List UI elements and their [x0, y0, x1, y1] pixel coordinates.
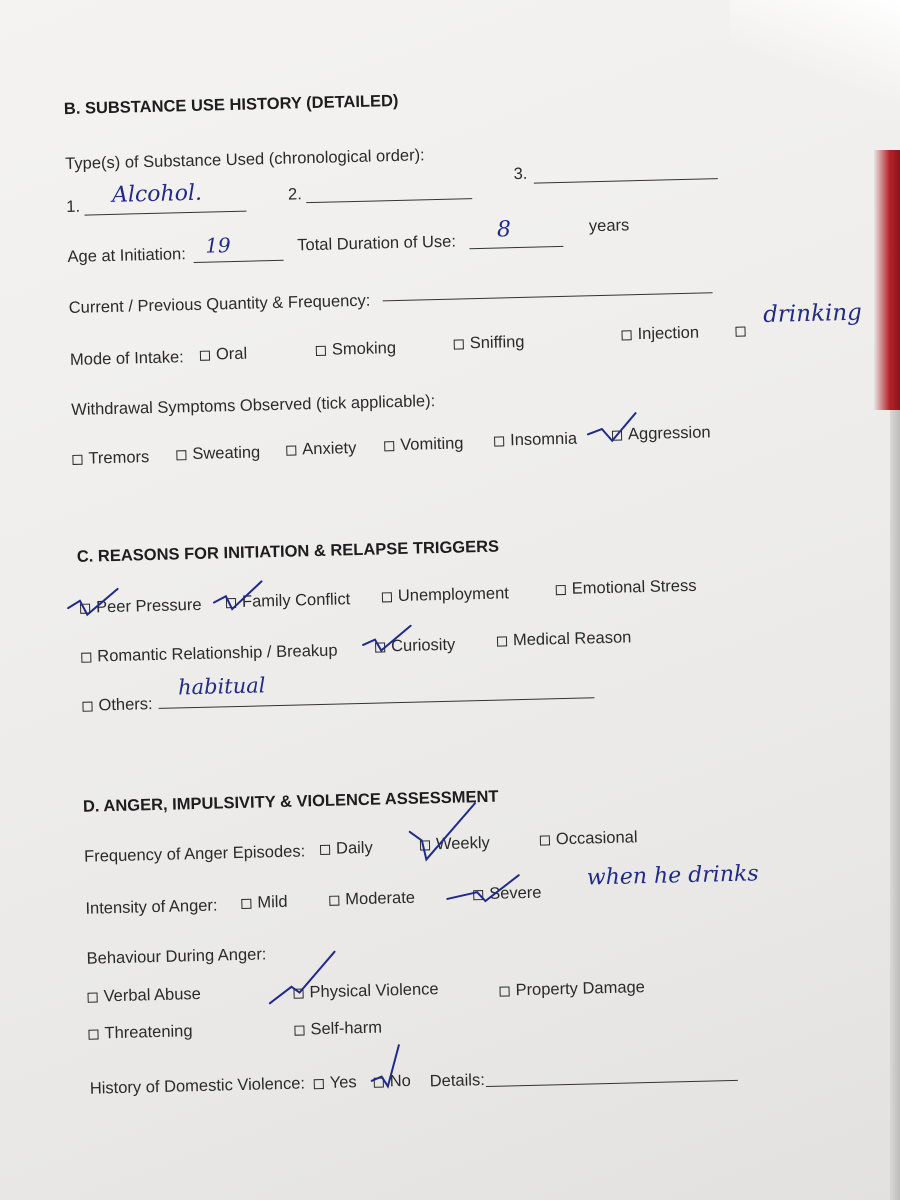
duration-label: Total Duration of Use:: [297, 232, 457, 255]
withdrawal-insomnia-label: Insomnia: [509, 429, 578, 450]
dv-details-label: Details:: [429, 1071, 486, 1091]
trigger-others-label: Others:: [98, 695, 153, 715]
tick-family-conflict: [214, 581, 263, 609]
substance-1-number: 1.: [66, 197, 81, 217]
mode-smoking-label: Smoking: [331, 339, 397, 359]
tick-peer-pressure: [68, 589, 119, 615]
domestic-violence-label: History of Domestic Violence:: [89, 1074, 306, 1098]
behaviour-threatening-label: Threatening: [104, 1022, 193, 1043]
trigger-curiosity-label: Curiosity: [390, 635, 456, 656]
dv-no-label: No: [389, 1071, 412, 1091]
withdrawal-aggression-label: Aggression: [627, 423, 711, 444]
substance-2-number: 2.: [287, 185, 303, 204]
quantity-frequency-label: Current / Previous Quantity & Frequency:: [68, 291, 371, 318]
section-c-heading: C. REASONS FOR INITIATION & RELAPSE TRIGGERS: [76, 537, 500, 566]
substance-1-value[interactable]: Alcohol.: [111, 180, 203, 208]
trigger-family-conflict-label: Family Conflict: [241, 590, 351, 611]
mode-injection-label: Injection: [637, 323, 700, 344]
withdrawal-sweating-label: Sweating: [192, 443, 261, 464]
mode-oral-label: Oral: [215, 344, 248, 364]
frequency-daily-label: Daily: [335, 838, 373, 858]
tick-severe: [447, 875, 520, 902]
mode-sniffing-label: Sniffing: [469, 332, 525, 353]
withdrawal-label: Withdrawal Symptoms Observed (tick applicable):: [71, 392, 436, 419]
trigger-peer-pressure-label: Peer Pressure: [95, 595, 202, 617]
tick-weekly: [409, 803, 476, 860]
trigger-medical-label: Medical Reason: [512, 628, 632, 650]
age-initiation-value[interactable]: 19: [204, 233, 232, 258]
tick-curiosity: [363, 626, 412, 651]
withdrawal-anxiety-label: Anxiety: [302, 439, 357, 459]
tick-aggression: [588, 413, 637, 441]
intensity-moderate-label: Moderate: [345, 888, 416, 909]
tick-physical-violence: [269, 952, 336, 1004]
intensity-note-handwritten[interactable]: when he drinks: [586, 861, 759, 891]
mode-other-handwritten[interactable]: drinking: [762, 299, 863, 329]
behaviour-property-label: Property Damage: [515, 978, 646, 1000]
behaviour-selfharm-label: Self-harm: [310, 1018, 383, 1039]
behaviour-label: Behaviour During Anger:: [86, 945, 267, 968]
tick-domestic-violence-no: [371, 1045, 400, 1087]
trigger-unemployment-label: Unemployment: [397, 584, 510, 606]
frequency-occasional-label: Occasional: [555, 828, 638, 849]
duration-value[interactable]: 8: [496, 217, 512, 243]
withdrawal-vomiting-label: Vomiting: [399, 434, 464, 454]
intensity-severe-label: Severe: [488, 883, 542, 903]
years-label: years: [588, 216, 630, 236]
substance-types-label: Type(s) of Substance Used (chronological order):: [65, 146, 425, 174]
behaviour-verbal-label: Verbal Abuse: [103, 984, 202, 1006]
trigger-emotional-stress-label: Emotional Stress: [571, 576, 697, 598]
age-initiation-label: Age at Initiation:: [67, 245, 187, 267]
anger-frequency-label: Frequency of Anger Episodes:: [83, 842, 306, 866]
behaviour-physical-label: Physical Violence: [309, 980, 439, 1002]
dv-yes-label: Yes: [329, 1073, 357, 1092]
withdrawal-tremors-label: Tremors: [88, 448, 150, 468]
frequency-weekly-label: Weekly: [435, 833, 490, 854]
section-b-heading: B. SUBSTANCE USE HISTORY (DETAILED): [63, 91, 399, 119]
mode-intake-label: Mode of Intake:: [69, 348, 184, 369]
anger-intensity-label: Intensity of Anger:: [85, 896, 218, 918]
substance-3-number: 3.: [513, 164, 528, 184]
intensity-mild-label: Mild: [257, 892, 288, 912]
section-d-heading: D. ANGER, IMPULSIVITY & VIOLENCE ASSESSMENT: [82, 787, 499, 816]
trigger-others-value[interactable]: habitual: [177, 673, 266, 700]
trigger-romantic-label: Romantic Relationship / Breakup: [97, 641, 338, 666]
